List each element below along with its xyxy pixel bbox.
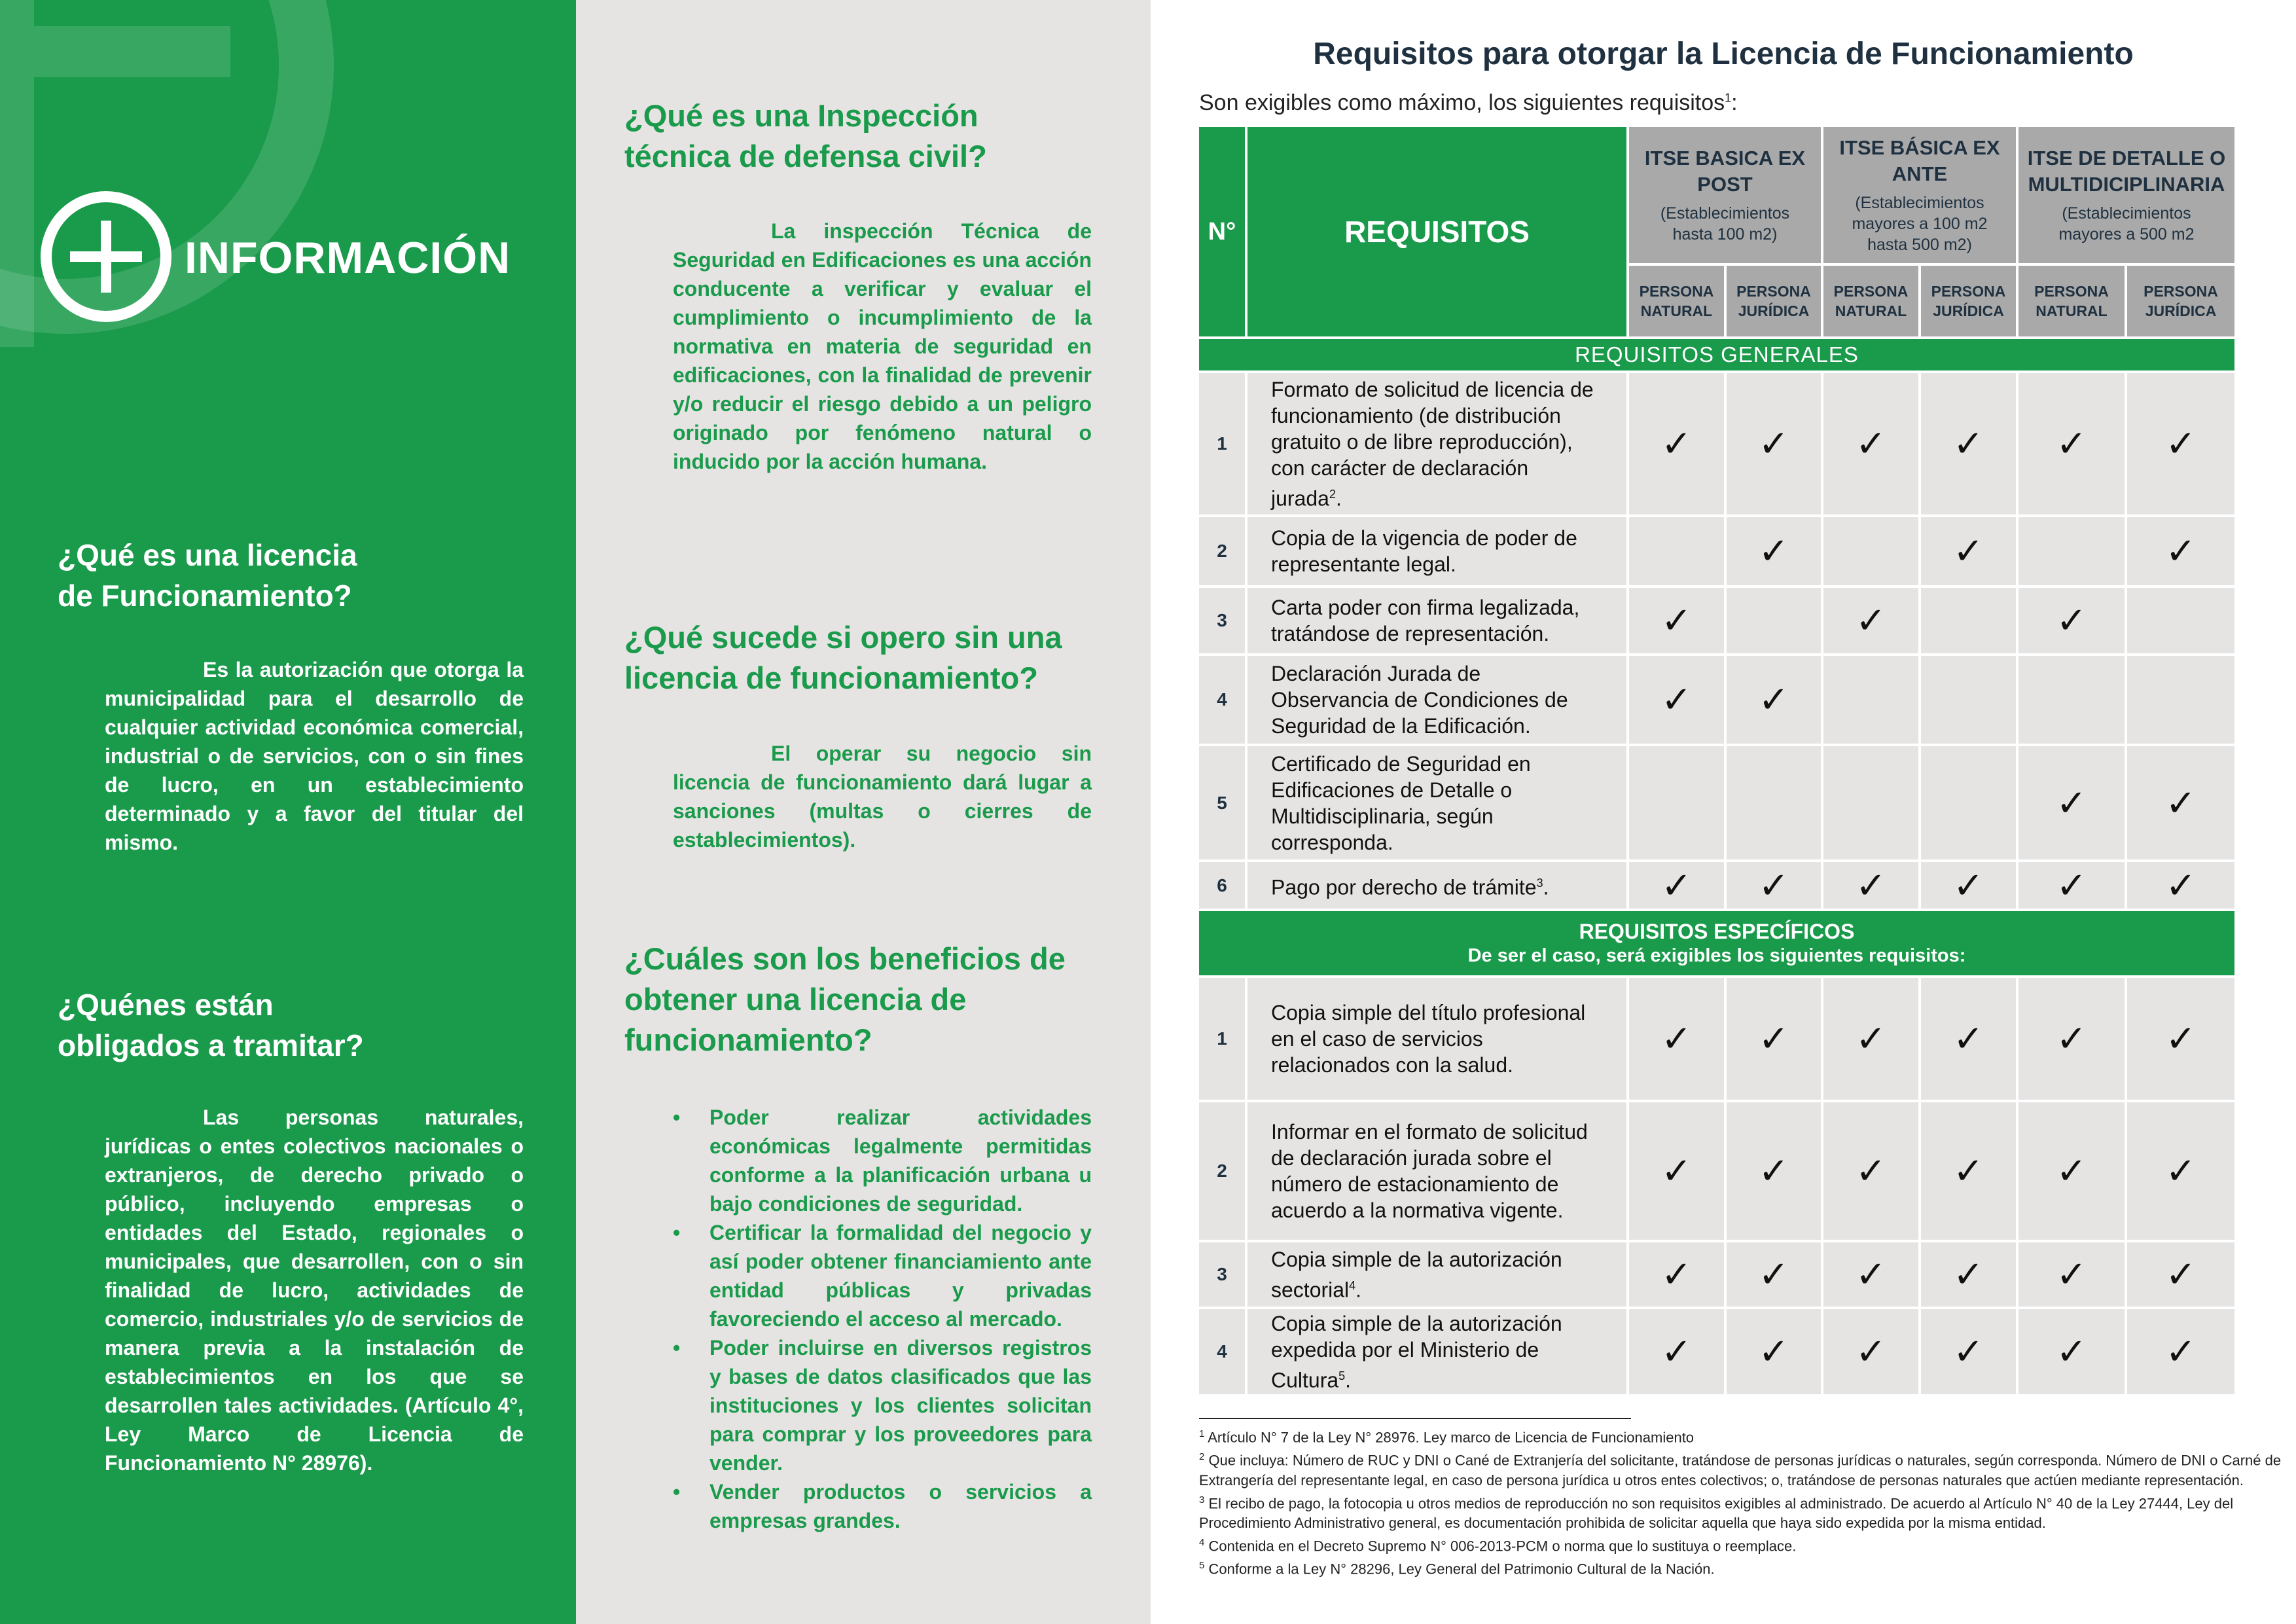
empty-cell [2127,656,2234,744]
check-icon: ✓ [1921,862,2016,909]
empty-cell [1921,656,2016,744]
check-icon: ✓ [1823,588,1918,653]
empty-cell [1727,746,1821,859]
check-icon: ✓ [1727,978,1821,1100]
check-icon: ✓ [1629,862,1724,909]
footnote-divider [1199,1418,1631,1419]
check-icon: ✓ [1727,1242,1821,1307]
check-icon: ✓ [1823,1102,1918,1240]
info-plus-icon [41,191,171,322]
table-row-requirement: Formato de solicitud de licencia de funcionamiento (de distribución gratuito o de libre reproducción), con carácter de declaración jurada$^2$. [1247,373,1626,514]
table-row-number: 3 [1199,1242,1245,1307]
check-icon: ✓ [1629,656,1724,744]
check-icon: ✓ [2127,373,2234,514]
check-icon: ✓ [1921,517,2016,585]
check-icon: ✓ [1629,1102,1724,1240]
question-heading: ¿Qué es una licencia de Funcionamiento? [58,538,357,613]
column-group-header: ITSE DE DETALLE O MULTIDICIPLINARIA (Establecimientos mayores a 500 m2 [2018,127,2234,263]
list-item: • Vender productos o servicios a empresas grandes. [673,1477,1092,1535]
table-row-requirement: Pago por derecho de trámite$^3$. [1247,862,1626,909]
check-icon: ✓ [1727,517,1821,585]
answer-paragraph: La inspección Técnica de Seguridad en Edificaciones es una acción conducente a verificar y evaluar el cumplimiento o incumplimiento de la normativa en materia de seguridad en edificaciones, con la finalidad de prevenir y/o reducir el riesgo debido a un peligro originado por fenómeno natural o inducido por la acción humana. [673,219,1092,473]
list-item: • Poder incluirse en diversos registros y bases de datos clasificados que las instituciones y los clientes solicitan para comprar y los proveedores para vender. [673,1333,1092,1477]
column-header-persona-juridica: PERSONA JURÍDICA [2127,266,2234,336]
empty-cell [1921,588,2016,653]
check-icon: ✓ [2018,1242,2125,1307]
column-group-header: ITSE BASICA EX POST (Establecimientos hasta 100 m2) [1629,127,1821,263]
check-icon: ✓ [2127,517,2234,585]
check-icon: ✓ [1629,1309,1724,1394]
question-heading: ¿Cuáles son los beneficios de obtener una licencia de funcionamiento? [624,941,1066,1057]
check-icon: ✓ [2127,862,2234,909]
check-icon: ✓ [1727,373,1821,514]
empty-cell [1823,517,1918,585]
table-row-number: 6 [1199,862,1245,909]
benefits-list [673,1103,1092,1535]
empty-cell [1727,588,1821,653]
column-header-number: N° [1199,127,1245,336]
section-band-general: REQUISITOS GENERALES [1199,339,2234,370]
empty-cell [1629,517,1724,585]
empty-cell [1629,746,1724,859]
question-heading: ¿Quénes están obligados a tramitar? [58,988,364,1062]
check-icon: ✓ [2018,1309,2125,1394]
answer-paragraph: Es la autorización que otorga la municipalidad para el desarrollo de cualquier actividad económica comercial, industrial o de servicios, con o sin fines de lucro, en un establecimiento determinado y a favor del titular del mismo. [105,658,524,854]
check-icon: ✓ [2018,1102,2125,1240]
column-group-header: ITSE BÁSICA EX ANTE (Establecimientos mayores a 100 m2 hasta 500 m2) [1823,127,2016,263]
requirements-panel [1151,0,2296,1624]
empty-cell [1823,746,1918,859]
watermark-bar [0,0,34,347]
footnote: $^5$ Conforme a la Ley N° 28296, Ley General del Patrimonio Cultural de la Nación. [1199,1560,1715,1578]
info-title: INFORMACIÓN [185,233,511,283]
answer-paragraph: El operar su negocio sin licencia de funcionamiento dará lugar a sanciones (multas o cierres de establecimientos). [673,742,1092,852]
check-icon: ✓ [2127,746,2234,859]
table-row-requirement: Informar en el formato de solicitud de declaración jurada sobre el número de estacionamiento de acuerdo a la normativa vigente. [1247,1102,1626,1240]
column-header-persona-juridica: PERSONA JURÍDICA [1921,266,2016,336]
check-icon: ✓ [2127,1242,2234,1307]
list-item: • Poder realizar actividades económicas legalmente permitidas conforme a la planificación urbana u bajo condiciones de seguridad. [673,1103,1092,1218]
empty-cell [2127,588,2234,653]
question-heading: ¿Qué es una Inspección técnica de defensa civil? [624,98,987,173]
footnote: $^4$ Contenida en el Decreto Supremo N° 006-2013-PCM o norma que lo sustituya o reemplace. [1199,1536,1797,1555]
check-icon: ✓ [1921,1242,2016,1307]
check-icon: ✓ [1823,1242,1918,1307]
column-header-persona-natural: PERSONA NATURAL [1629,266,1724,336]
empty-cell [1921,746,2016,859]
column-header-requisitos: REQUISITOS [1247,127,1626,336]
column-header-persona-natural: PERSONA NATURAL [1823,266,1918,336]
requirements-subtitle: Son exigibles como máximo, los siguientes requisitos$^1$: [1199,90,1738,115]
table-row-number: 2 [1199,1102,1245,1240]
table-row-requirement: Carta poder con firma legalizada, tratándose de representación. [1247,588,1626,653]
check-icon: ✓ [1823,1309,1918,1394]
table-row-number: 1 [1199,373,1245,514]
empty-cell [2018,656,2125,744]
check-icon: ✓ [1921,1102,2016,1240]
watermark-bar [34,26,230,77]
check-icon: ✓ [1629,588,1724,653]
check-icon: ✓ [2018,862,2125,909]
table-row-requirement: Certificado de Seguridad en Edificaciones de Detalle o Multidisciplinaria, según corresponda. [1247,746,1626,859]
check-icon: ✓ [1629,978,1724,1100]
middle-panel [576,0,1151,1624]
check-icon: ✓ [1921,978,2016,1100]
answer-paragraph: Las personas naturales, jurídicas o entes colectivos nacionales o extranjeros, de derecho privado o público, incluyendo empresas o entidades del Estado, regionales o municipales, que desarrollen, con o sin finalidad de lucro, actividades de comercio, industriales y/o de servicios de manera previa a la instalación de establecimientos en los que se desarrollen tales actividades. (Artículo 4°, Ley Marco de Licencia de Funcionamiento N° 28976). [105,1106,524,1475]
check-icon: ✓ [1727,862,1821,909]
footnote: $^1$ Artículo N° 7 de la Ley N° 28976. Ley marco de Licencia de Funcionamiento [1199,1428,1695,1446]
empty-cell [2018,517,2125,585]
check-icon: ✓ [2018,978,2125,1100]
list-item: • Certificar la formalidad del negocio y así poder obtener financiamiento ante entidad públicas y privadas favoreciendo el acceso al mercado. [673,1218,1092,1333]
column-header-persona-juridica: PERSONA JURÍDICA [1727,266,1821,336]
check-icon: ✓ [1921,373,2016,514]
table-row-requirement: Copia simple de la autorización expedida por el Ministerio de Cultura$^5$. [1247,1309,1626,1394]
check-icon: ✓ [1823,373,1918,514]
check-icon: ✓ [2127,978,2234,1100]
footnote: $^2$ Que incluya: Número de RUC y DNI o Cané de Extranjería del solicitante, tratándose de personas jurídicas o naturales, según corresponda. Número de DNI o Carné de Extrangería del representante legal, en caso de persona jurídica u otros entes colectivos; o, tratándose de personas naturales que actúen mediante representación. [1199,1451,2282,1489]
check-icon: ✓ [2127,1309,2234,1394]
check-icon: ✓ [2018,746,2125,859]
check-icon: ✓ [1727,1102,1821,1240]
section-band-specific: REQUISITOS ESPECÍFICOS De ser el caso, será exigibles los siguientes requisitos: [1199,911,2234,975]
table-row-number: 2 [1199,517,1245,585]
check-icon: ✓ [2018,588,2125,653]
check-icon: ✓ [1921,1309,2016,1394]
footnote: $^3$ El recibo de pago, la fotocopia u otros medios de reproducción no son requisitos exigibles al administrado. De acuerdo al Artículo N° 40 de la Ley 27444, Ley del Procedimiento Administrativo general, es documentación prohibida de solicitar aquella que haya sido expedida por la misma entidad. [1199,1494,2234,1531]
check-icon: ✓ [1629,1242,1724,1307]
column-header-persona-natural: PERSONA NATURAL [2018,266,2125,336]
table-row-number: 1 [1199,978,1245,1100]
footnotes [1199,1424,2286,1579]
table-row-requirement: Copia simple de la autorización sectorial$^4$. [1247,1242,1626,1307]
table-row-number: 4 [1199,656,1245,744]
left-panel [0,0,576,1624]
check-icon: ✓ [1823,862,1918,909]
table-row-number: 3 [1199,588,1245,653]
table-row-requirement: Copia de la vigencia de poder de representante legal. [1247,517,1626,585]
question-heading: ¿Qué sucede si opero sin una licencia de funcionamiento? [624,620,1062,695]
check-icon: ✓ [2127,1102,2234,1240]
check-icon: ✓ [1727,1309,1821,1394]
table-row-number: 4 [1199,1309,1245,1394]
check-icon: ✓ [1629,373,1724,514]
check-icon: ✓ [1823,978,1918,1100]
table-row-requirement: Declaración Jurada de Observancia de Condiciones de Seguridad de la Edificación. [1247,656,1626,744]
table-row-requirement: Copia simple del título profesional en el caso de servicios relacionados con la salud. [1247,978,1626,1100]
empty-cell [1823,656,1918,744]
table-row-number: 5 [1199,746,1245,859]
check-icon: ✓ [2018,373,2125,514]
page-title: Requisitos para otorgar la Licencia de Funcionamiento [1313,37,2134,71]
check-icon: ✓ [1727,656,1821,744]
